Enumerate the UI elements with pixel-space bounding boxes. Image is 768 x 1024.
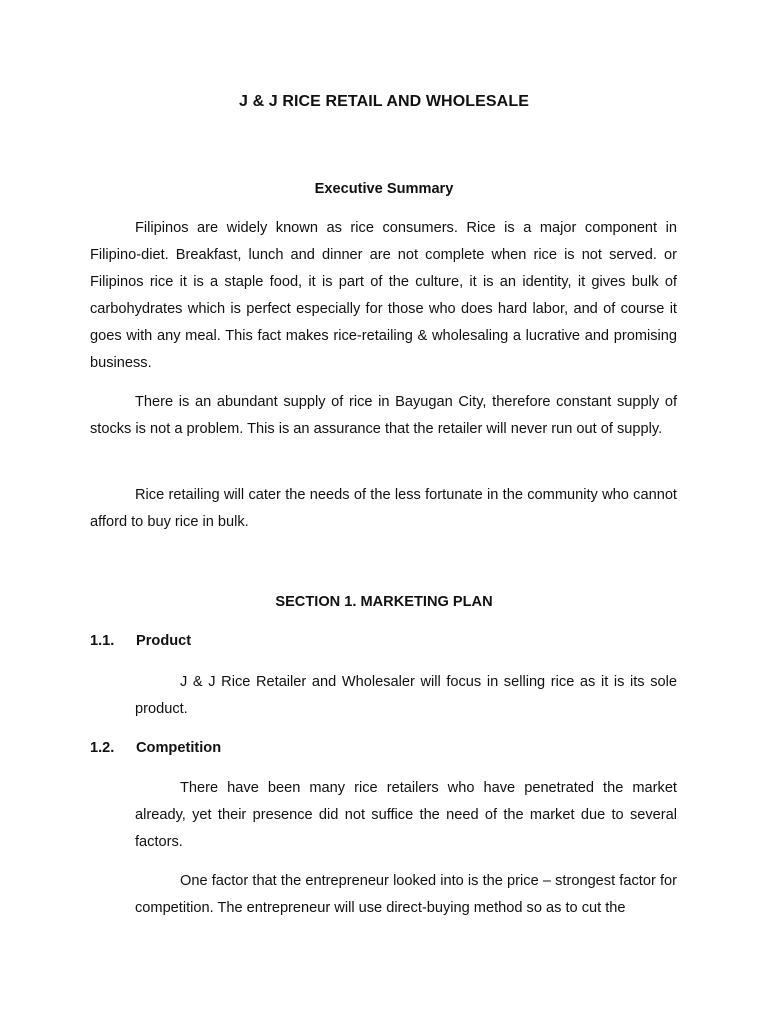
product-heading bbox=[90, 633, 191, 649]
summary-paragraph-2: There is an abundant supply of rice in Bayugan City, therefore constant supply of stocks is not a problem. This is an assurance that the retailer will never run out of supply. bbox=[90, 394, 677, 437]
summary-paragraph-1: Filipinos are widely known as rice consumers. Rice is a major component in Filipino-diet. Breakfast, lunch and dinner are not complete when rice is not served. or Filipinos rice it is a staple food, it is part of the culture, it is an identity, it gives bulk of carbohydrates which is perfect especially for those who does hard labor, and of course it goes with any meal. This fact makes rice-retailing & wholesaling a lucrative and promising business. bbox=[90, 220, 677, 371]
competition-number: 1.2. bbox=[90, 740, 115, 756]
product-number: 1.1. bbox=[90, 633, 115, 649]
competition-paragraph-1: There have been many rice retailers who have penetrated the market already, yet their presence did not suffice the need of the market due to several factors. bbox=[135, 780, 677, 850]
competition-paragraph-2: One factor that the entrepreneur looked into is the price – strongest factor for competition. The entrepreneur will use direct-buying method so as to cut the bbox=[135, 873, 677, 916]
product-paragraph: J & J Rice Retailer and Wholesaler will focus in selling rice as it is its sole product. bbox=[135, 674, 677, 717]
executive-summary-heading: Executive Summary bbox=[314, 181, 454, 197]
competition-heading bbox=[90, 740, 221, 756]
section-1-heading: SECTION 1. MARKETING PLAN bbox=[275, 594, 493, 610]
summary-paragraph-3: Rice retailing will cater the needs of the less fortunate in the community who cannot afford to buy rice in bulk. bbox=[90, 487, 677, 530]
document-title: J & J RICE RETAIL AND WHOLESALE bbox=[239, 93, 529, 110]
competition-label: Competition bbox=[136, 740, 222, 756]
product-label: Product bbox=[136, 633, 192, 649]
